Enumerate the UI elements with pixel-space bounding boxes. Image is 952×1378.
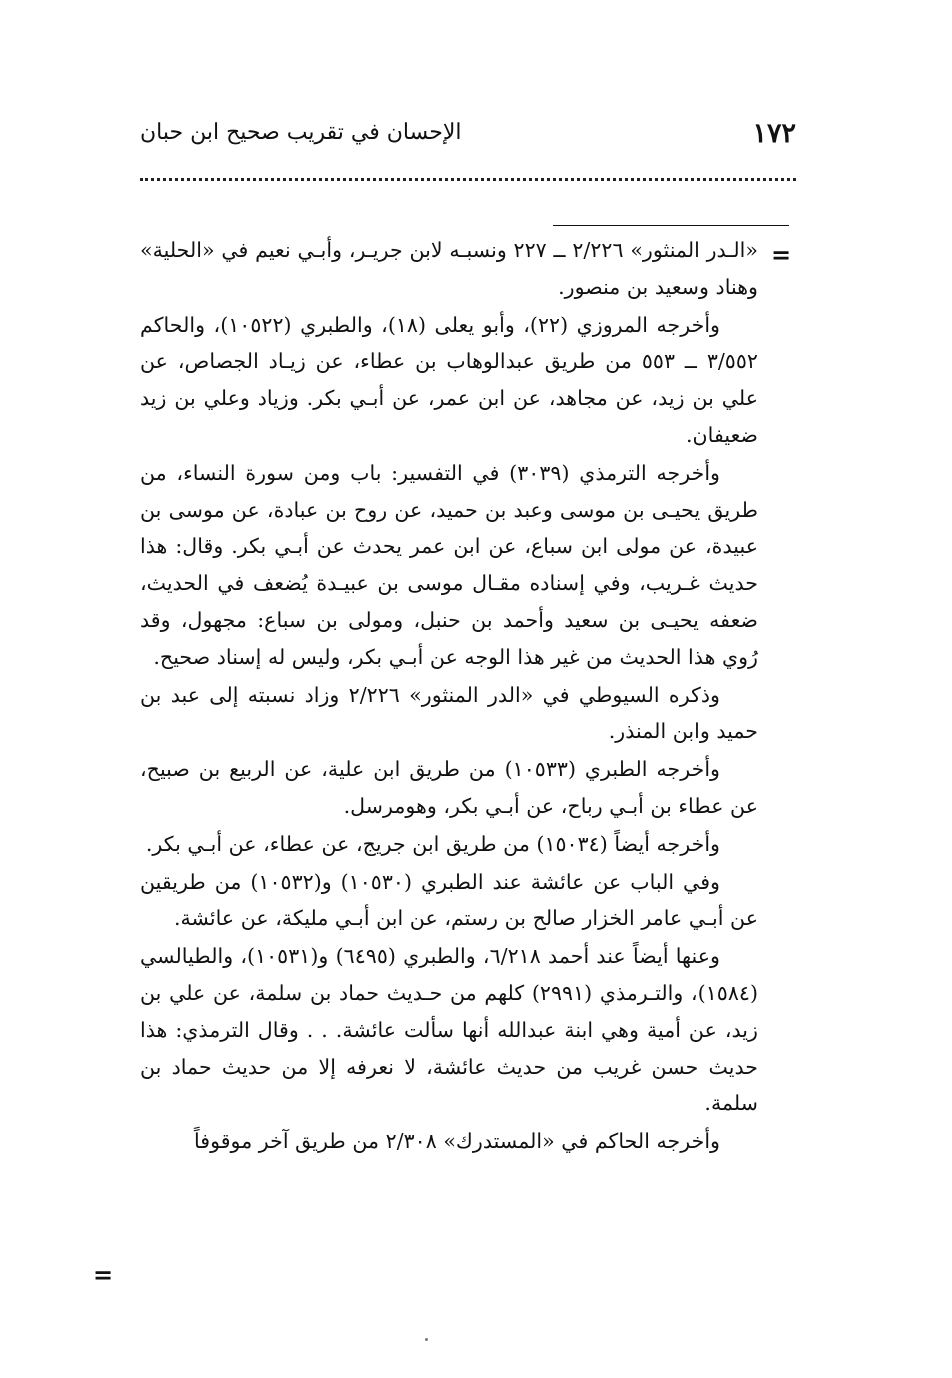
footnote-paragraph: وفي الباب عن عائشة عند الطبري (١٠٥٣٠) و(١٠٥٣٢) من طريقين عن أبـي عامر الخزار صالح بن رستم، عن ابن أبـي مليكة، عن عائشة.: [140, 869, 758, 931]
page-header: [140, 118, 796, 158]
footnote-rule: [553, 225, 789, 226]
footnote-paragraph: وأخرجه المروزي (٢٢)، وأبو يعلى (١٨)، والطبري (١٠٥٢٢)، والحاكم ٣/٥٥٢ ــ ٥٥٣ من طريق عبدالوهاب بن عطاء، عن زيـاد الجصاص، عن علي بن زيد، عن مجاهد، عن ابن عمر، عن أبـي بكر. وزياد وعلي بن زيد ضعيفان.: [140, 312, 758, 447]
footnote-paragraph: وأخرجه أيضاً (١٥٠٣٤) من طريق ابن جريج، عن عطاء، عن أبـي بكر.: [145, 831, 720, 856]
running-title: الإحسان في تقريب صحيح ابن حبان: [140, 120, 462, 145]
footnote-paragraph: وذكره السيوطي في «الدر المنثور» ٢/٢٢٦ وزاد نسبته إلى عبد بن حميد وابن المنذر.: [140, 682, 758, 744]
footnote-paragraph: وأخرجه الطبري (١٠٥٣٣) من طريق ابن علية، عن الربيع بن صبيح، عن عطاء بن أبـي رباح، عن أبـي بكر، وهومرسل.: [140, 757, 758, 818]
footnote-body: [140, 232, 758, 1292]
page-speck: [425, 1338, 428, 1341]
footnote-paragraph: «الـدر المنثور» ٢/٢٢٦ ــ ٢٢٧ ونسبـه لابن جريـر، وأبـي نعيم في «الحلية» وهناد وسعيد بن منصور.: [140, 238, 758, 299]
continuation-mark-top: =: [771, 240, 792, 269]
page-number: ١٧٢: [752, 118, 796, 149]
dotted-separator: [140, 178, 796, 181]
footnote-paragraph: وعنها أيضاً عند أحمد ٦/٢١٨، والطبري (٦٤٩٥) و(١٠٥٣١)، والطيالسي (١٥٨٤)، والتـرمذي (٢٩٩١) كلهم من حـديث حماد بن سلمة، عن علي بن زيد، عن أمية وهي ابنة عبدالله أنها سألت عائشة. . . وقال الترمذي: هذا حديث حسن غريب من حديث عائشة، لا نعرفه إلا من حديث حماد بن سلمة.: [140, 944, 758, 1116]
footnote-paragraph: وأخرجه الترمذي (٣٠٣٩) في التفسير: باب ومن سورة النساء، من طريق يحيـى بن موسى وعبد بن حميد، عن روح بن عبادة، عن موسى بن عبيدة، عن مولى ابن سباع، عن ابن عمر يحدث عن أبـي بكر. وقال: هذا حديث غـريب، وفي إسناده مقـال موسى بن عبيـدة يُضعف في الحديث، ضعفه يحيـى بن سعيد وأحمد بن حنبل، ومولى بن سباع: مجهول، وقد رُوي هذا الحديث من غير هذا الوجه عن أبـي بكر، وليس له إسناد صحيح.: [140, 460, 758, 669]
footnote-paragraph: وأخرجه الحاكم في «المستدرك» ٢/٣٠٨ من طريق آخر موقوفاً: [193, 1129, 720, 1154]
continuation-mark-bottom: =: [93, 1260, 114, 1289]
